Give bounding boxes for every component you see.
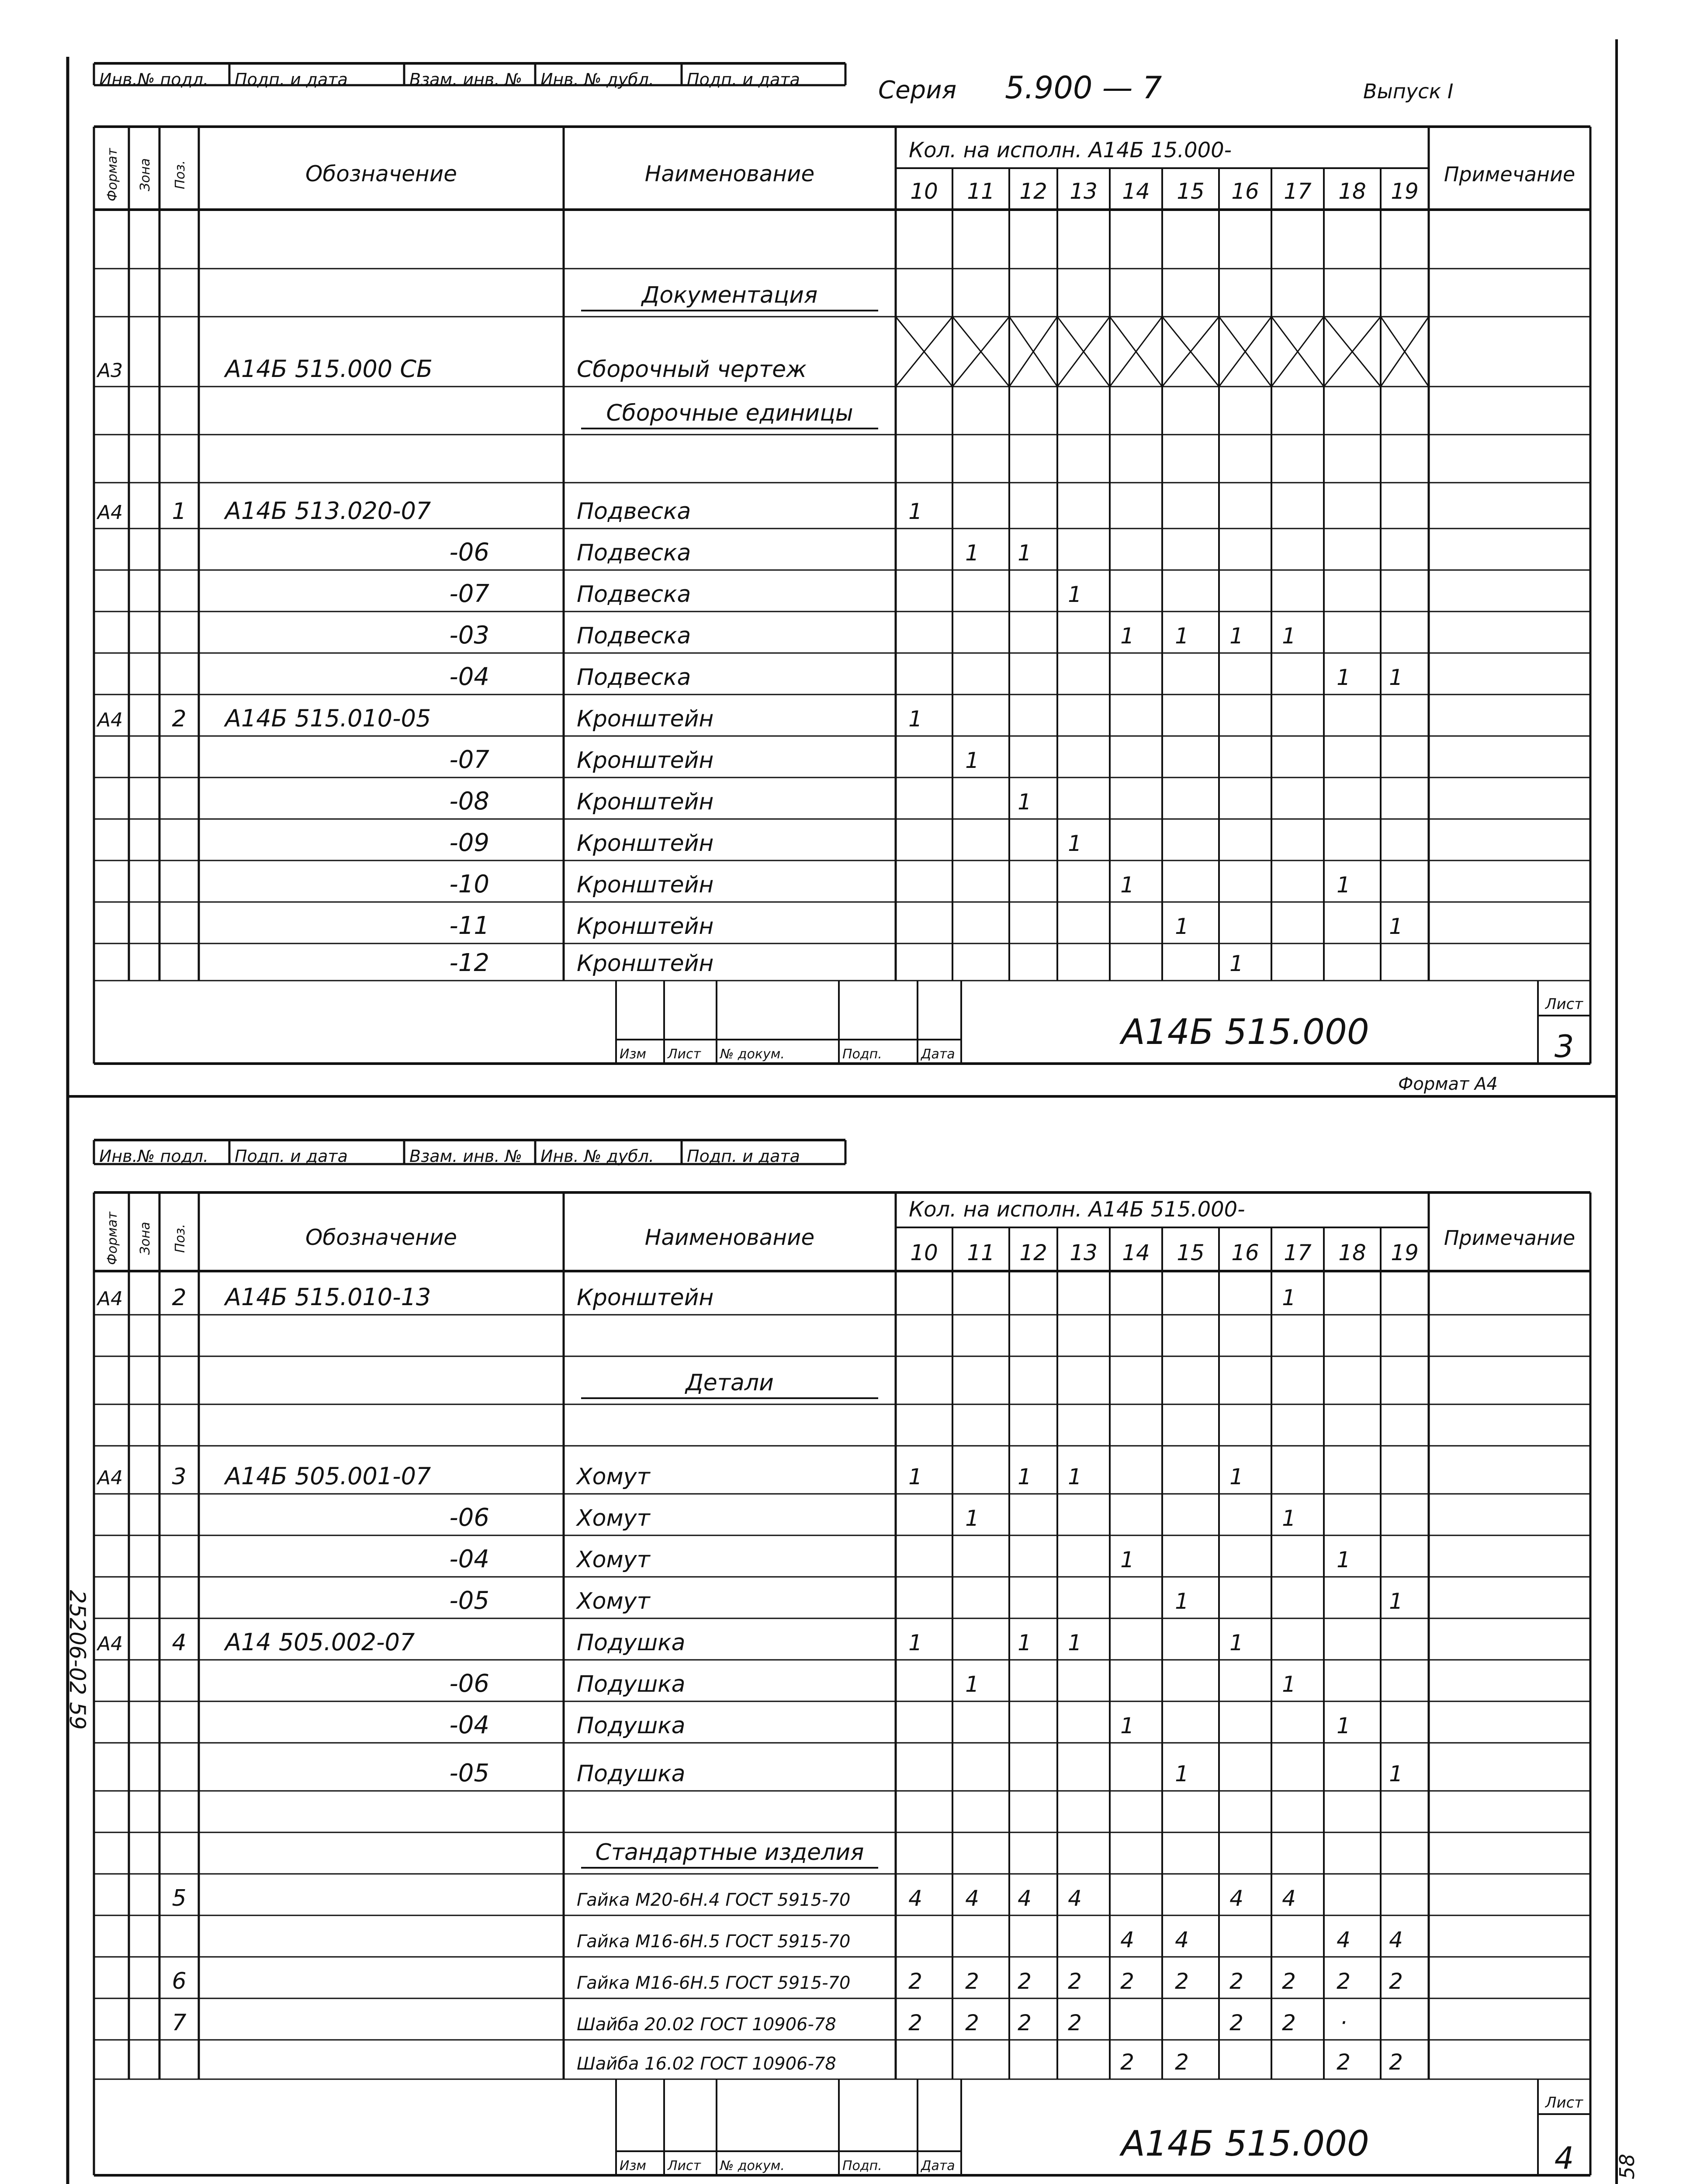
sheet2-section-title: Детали bbox=[686, 1370, 774, 1396]
sheet1-row-name: Кронштейн bbox=[577, 872, 714, 898]
sheet1-row-designation: -04 bbox=[449, 663, 489, 691]
sheet2-row-qty: 2 bbox=[1175, 2049, 1189, 2075]
sheet2-row-pos: 7 bbox=[172, 2010, 187, 2036]
sheet1-row-designation: -07 bbox=[449, 580, 489, 608]
sheet1-row-designation: -06 bbox=[449, 538, 489, 567]
sheet1-variant-17: 17 bbox=[1284, 179, 1312, 204]
sheet2-row-name: Кронштейн bbox=[577, 1285, 714, 1311]
sheet1-doc-code: А14Б 515.000 bbox=[1121, 1012, 1369, 1052]
sheet1-row-qty: 1 bbox=[1389, 665, 1403, 690]
margin-note: 25206-02 59 bbox=[65, 1590, 90, 1730]
sheet2-stamp-inv_podl: Инв.№ подл. bbox=[99, 1147, 209, 1166]
sheet2-variant-11: 11 bbox=[967, 1240, 995, 1265]
sheet1-row-format: А4 bbox=[97, 501, 123, 524]
sheet1-col-qty-header: Кол. на исполн. А14Б 15.000- bbox=[909, 138, 1232, 162]
sheet1-tb-label: Лист bbox=[668, 1047, 701, 1062]
sheet2-row-qty: 2 bbox=[1120, 1969, 1134, 1994]
sheet2-row-name: Подушка bbox=[577, 1761, 686, 1787]
sheet2-row-qty: 1 bbox=[1229, 1464, 1243, 1489]
sheet2-variant-14: 14 bbox=[1122, 1240, 1150, 1265]
sheet2-row-qty: 4 bbox=[1389, 1927, 1403, 1952]
sheet1-row-name: Подвеска bbox=[577, 581, 691, 608]
sheet2-col-notes: Примечание bbox=[1444, 1226, 1576, 1250]
sheet2-row-pos: 3 bbox=[172, 1464, 187, 1490]
sheet1-stamp-podp_data: Подп. и дата bbox=[235, 70, 348, 89]
sheet2-row-qty: 1 bbox=[1068, 1630, 1082, 1655]
sheet1-section-title: Документация bbox=[641, 282, 818, 308]
sheet2-row-name: Хомут bbox=[577, 1505, 650, 1531]
sheet1-row-qty: 1 bbox=[1337, 872, 1351, 898]
sheet2-row-qty: 1 bbox=[1389, 1761, 1403, 1787]
sheet1-col-pos: Поз. bbox=[173, 160, 188, 190]
sheet1-row-pos: 1 bbox=[172, 498, 187, 525]
sheet1-row-qty: 1 bbox=[1229, 951, 1243, 976]
sheet1-row-qty: 1 bbox=[908, 706, 922, 732]
sheet2-row-qty: 4 bbox=[908, 1886, 922, 1911]
sheet2-row-qty: 2 bbox=[1120, 2049, 1134, 2075]
sheet1-row-designation: -09 bbox=[449, 829, 489, 857]
sheet2-col-qty-header: Кол. на исполн. А14Б 515.000- bbox=[909, 1197, 1245, 1222]
sheet1-variant-10: 10 bbox=[910, 179, 938, 204]
sheet2-row-qty: 2 bbox=[1229, 1969, 1243, 1994]
sheet1-row-qty: 1 bbox=[1282, 623, 1296, 649]
sheet2-col-zone: Зона bbox=[138, 1222, 153, 1255]
sheet2-row-designation: А14 505.002-07 bbox=[225, 1628, 415, 1656]
sheet2-row-designation: -05 bbox=[449, 1759, 489, 1787]
sheet2-variant-13: 13 bbox=[1070, 1240, 1098, 1265]
sheet1-row-qty: 1 bbox=[1120, 872, 1134, 898]
sheet2-row-name: Подушка bbox=[577, 1671, 686, 1697]
sheet2-row-qty: 4 bbox=[1337, 1927, 1351, 1952]
sheet2-row-qty: 1 bbox=[1282, 1672, 1296, 1697]
sheet1-row-designation: -12 bbox=[449, 949, 489, 977]
sheet2-variant-19: 19 bbox=[1391, 1240, 1419, 1265]
sheet1-variant-19: 19 bbox=[1391, 179, 1419, 204]
sheet1-stamp-inv_dubl: Инв. № дубл. bbox=[540, 70, 654, 89]
sheet1-variant-15: 15 bbox=[1177, 179, 1205, 204]
sheet2-row-qty: 2 bbox=[965, 2010, 979, 2035]
sheet2-row-qty: 4 bbox=[1282, 1886, 1296, 1911]
sheet2-row-name: Шайба 16.02 ГОСТ 10906-78 bbox=[577, 2054, 836, 2074]
sheet2-row-qty: 1 bbox=[1337, 1713, 1351, 1738]
sheet2-row-name: Гайка М20-6Н.4 ГОСТ 5915-70 bbox=[577, 1890, 851, 1910]
sheet2-row-qty: 1 bbox=[1282, 1506, 1296, 1531]
sheet1-row-qty: 1 bbox=[908, 499, 922, 524]
sheet1-row-name: Кронштейн bbox=[577, 913, 714, 940]
sheet2-row-qty: 2 bbox=[1337, 2049, 1351, 2075]
sheet1-format-label: Формат А4 bbox=[1398, 1074, 1498, 1094]
sheet1-variant-11: 11 bbox=[967, 179, 995, 204]
sheet1-col-name: Наименование bbox=[644, 161, 815, 187]
sheet1-sheet-number: 3 bbox=[1554, 1029, 1574, 1064]
sheet2-row-designation: А14Б 505.001-07 bbox=[225, 1462, 431, 1490]
sheet2-variant-10: 10 bbox=[910, 1240, 938, 1265]
sheet1-row-name: Кронштейн bbox=[577, 789, 714, 815]
sheet2-row-name: Хомут bbox=[577, 1588, 650, 1614]
sheet2-row-qty: 1 bbox=[1337, 1547, 1351, 1572]
sheet2-row-qty: 4 bbox=[965, 1886, 979, 1911]
sheet2-row-name: Подушка bbox=[577, 1630, 686, 1656]
sheet2-row-format: А4 bbox=[97, 1467, 123, 1489]
sheet2-col-pos: Поз. bbox=[173, 1223, 188, 1253]
sheet2-tb-label: № докум. bbox=[720, 2158, 785, 2174]
sheet2-row-qty: 2 bbox=[965, 1969, 979, 1994]
sheet1-row-qty: 1 bbox=[1229, 623, 1243, 649]
sheet1-row-name: Сборочный чертеж bbox=[577, 356, 807, 383]
sheet1-stamp-podp_data2: Подп. и дата bbox=[687, 70, 800, 89]
sheet2-row-qty: 2 bbox=[1389, 1969, 1403, 1994]
series-number: 5.900 — 7 bbox=[1005, 70, 1162, 106]
sheet2-row-name: Гайка М16-6Н.5 ГОСТ 5915-70 bbox=[577, 1973, 851, 1993]
sheet1-row-designation: А14Б 515.010-05 bbox=[225, 705, 431, 732]
sheet2-row-qty: 2 bbox=[1337, 1969, 1351, 1994]
sheet2-row-qty: 2 bbox=[1068, 2010, 1082, 2035]
sheet2-row-qty: 2 bbox=[1282, 2010, 1296, 2035]
sheet2-row-designation: -06 bbox=[449, 1503, 489, 1532]
sheet2-row-qty: 1 bbox=[1229, 1630, 1243, 1655]
sheet1-stamp-inv_podl: Инв.№ подл. bbox=[99, 70, 209, 89]
sheet1-row-qty: 1 bbox=[1018, 540, 1032, 566]
sheet1-row-name: Подвеска bbox=[577, 623, 691, 649]
sheet2-row-designation: -05 bbox=[449, 1586, 489, 1615]
sheet2-row-designation: -04 bbox=[449, 1711, 489, 1739]
sheet1-variant-16: 16 bbox=[1231, 179, 1259, 204]
sheet2-row-qty: 1 bbox=[908, 1630, 922, 1655]
sheet2-row-qty: 2 bbox=[908, 1969, 922, 1994]
sheet2-section-title: Стандартные изделия bbox=[595, 1839, 864, 1866]
sheet2-variant-18: 18 bbox=[1338, 1240, 1366, 1265]
sheet1-row-name: Кронштейн bbox=[577, 950, 714, 977]
sheet1-row-format: А3 bbox=[97, 359, 123, 382]
sheet2-row-qty: 4 bbox=[1175, 1927, 1189, 1952]
sheet2-variant-15: 15 bbox=[1177, 1240, 1205, 1265]
sheet2-row-qty: 1 bbox=[1018, 1464, 1032, 1489]
sheet2-variant-16: 16 bbox=[1231, 1240, 1259, 1265]
sheet1-row-name: Подвеска bbox=[577, 540, 691, 566]
sheet2-tb-label: Дата bbox=[921, 2158, 955, 2174]
sheet1-sheet-label: Лист bbox=[1545, 995, 1583, 1013]
sheet2-row-pos: 6 bbox=[172, 1968, 187, 1994]
sheet2-row-qty: 2 bbox=[1175, 1969, 1189, 1994]
sheet2-row-qty: 1 bbox=[1389, 1589, 1403, 1614]
sheet2-row-qty: 1 bbox=[1018, 1630, 1032, 1655]
sheet1-row-qty: 1 bbox=[965, 748, 979, 773]
sheet2-row-designation: А14Б 515.010-13 bbox=[225, 1283, 431, 1311]
sheet1-row-name: Подвеска bbox=[577, 498, 691, 525]
sheet2-row-qty: 1 bbox=[1282, 1285, 1296, 1310]
sheet2-row-qty: 2 bbox=[908, 2010, 922, 2035]
sheet1-tb-label: № докум. bbox=[720, 1047, 785, 1062]
sheet2-row-qty: 1 bbox=[1120, 1713, 1134, 1738]
sheet2-row-qty: 4 bbox=[1229, 1886, 1243, 1911]
sheet1-col-zone: Зона bbox=[138, 158, 153, 191]
sheet2-sheet-number: 4 bbox=[1554, 2140, 1574, 2176]
sheet2-tb-label: Изм bbox=[620, 2158, 647, 2174]
sheet2-row-qty: 1 bbox=[1175, 1761, 1189, 1787]
sheet1-row-qty: 1 bbox=[1120, 623, 1134, 649]
sheet1-row-qty: 1 bbox=[965, 540, 979, 566]
sheet1-row-designation: А14Б 515.000 СБ bbox=[225, 355, 433, 383]
sheet2-row-qty: 2 bbox=[1282, 1969, 1296, 1994]
sheet1-row-qty: 1 bbox=[1068, 831, 1082, 856]
sheet2-stamp-inv_dubl: Инв. № дубл. bbox=[540, 1147, 654, 1166]
sheet2-row-qty: 2 bbox=[1018, 2010, 1032, 2035]
sheet2-row-qty: 2 bbox=[1389, 2049, 1403, 2075]
sheet2-stamp-vzam_inv: Взам. инв. № bbox=[409, 1147, 523, 1166]
sheet2-col-name: Наименование bbox=[644, 1225, 815, 1250]
sheet2-row-qty: · bbox=[1340, 2010, 1347, 2035]
sheet1-row-name: Подвеска bbox=[577, 664, 691, 691]
sheet2-tb-label: Лист bbox=[668, 2158, 701, 2174]
sheet1-tb-label: Подп. bbox=[842, 1047, 882, 1062]
sheet2-col-format: Формат bbox=[105, 1212, 120, 1265]
sheet2-variant-17: 17 bbox=[1284, 1240, 1312, 1265]
sheet1-stamp-vzam_inv: Взам. инв. № bbox=[409, 70, 523, 89]
sheet2-sheet-label: Лист bbox=[1545, 2094, 1583, 2111]
series-label: Серия bbox=[878, 76, 957, 104]
sheet2-row-name: Хомут bbox=[577, 1464, 650, 1490]
sheet1-row-qty: 1 bbox=[1175, 623, 1189, 649]
sheet2-row-name: Подушка bbox=[577, 1713, 686, 1739]
sheet1-col-designation: Обозначение bbox=[305, 161, 457, 187]
sheet1-col-format: Формат bbox=[105, 148, 120, 201]
sheet1-col-notes: Примечание bbox=[1444, 162, 1576, 186]
sheet1-variant-13: 13 bbox=[1070, 179, 1098, 204]
issue-label: Выпуск I bbox=[1363, 79, 1454, 103]
sheet2-row-name: Шайба 20.02 ГОСТ 10906-78 bbox=[577, 2015, 836, 2035]
sheet1-row-name: Кронштейн bbox=[577, 706, 714, 732]
sheet2-row-pos: 2 bbox=[172, 1285, 187, 1311]
sheet2-row-format: А4 bbox=[97, 1288, 123, 1310]
sheet1-section-title: Сборочные единицы bbox=[606, 400, 853, 426]
sheet1-variant-14: 14 bbox=[1122, 179, 1150, 204]
sheet2-row-qty: 1 bbox=[1120, 1547, 1134, 1572]
corner-number: 58 bbox=[1615, 2153, 1639, 2180]
sheet2-row-qty: 2 bbox=[1068, 1969, 1082, 1994]
sheet2-row-qty: 1 bbox=[965, 1672, 979, 1697]
sheet2-row-qty: 4 bbox=[1068, 1886, 1082, 1911]
sheet2-row-pos: 4 bbox=[172, 1630, 187, 1656]
sheet1-row-designation: -08 bbox=[449, 787, 489, 816]
sheet1-tb-label: Изм bbox=[620, 1047, 647, 1062]
sheet1-row-qty: 1 bbox=[1337, 665, 1351, 690]
sheet2-row-qty: 1 bbox=[1068, 1464, 1082, 1489]
sheet2-row-qty: 2 bbox=[1229, 2010, 1243, 2035]
sheet2-stamp-podp_data2: Подп. и дата bbox=[687, 1147, 800, 1166]
sheet2-row-designation: -06 bbox=[449, 1669, 489, 1698]
sheet1-row-qty: 1 bbox=[1068, 582, 1082, 607]
sheet1-row-pos: 2 bbox=[172, 706, 187, 732]
sheet2-col-designation: Обозначение bbox=[305, 1225, 457, 1250]
sheet1-row-qty: 1 bbox=[1175, 914, 1189, 939]
sheet1-row-designation: -10 bbox=[449, 870, 489, 898]
sheet1-row-designation: А14Б 513.020-07 bbox=[225, 497, 431, 525]
sheet1-tb-label: Дата bbox=[921, 1047, 955, 1062]
sheet2-row-designation: -04 bbox=[449, 1545, 489, 1573]
sheet2-doc-code: А14Б 515.000 bbox=[1121, 2123, 1369, 2164]
sheet2-stamp-podp_data: Подп. и дата bbox=[235, 1147, 348, 1166]
sheet1-row-name: Кронштейн bbox=[577, 747, 714, 774]
sheet1-row-designation: -07 bbox=[449, 746, 489, 774]
sheet2-row-qty: 2 bbox=[1018, 1969, 1032, 1994]
sheet1-row-designation: -11 bbox=[449, 912, 489, 940]
sheet2-row-qty: 4 bbox=[1018, 1886, 1032, 1911]
sheet2-row-name: Гайка М16-6Н.5 ГОСТ 5915-70 bbox=[577, 1932, 851, 1952]
sheet2-row-qty: 1 bbox=[908, 1464, 922, 1489]
sheet2-row-name: Хомут bbox=[577, 1547, 650, 1573]
sheet1-row-designation: -03 bbox=[449, 621, 489, 650]
sheet2-row-pos: 5 bbox=[172, 1885, 187, 1911]
sheet2-row-qty: 1 bbox=[1175, 1589, 1189, 1614]
sheet2-row-format: А4 bbox=[97, 1633, 123, 1655]
sheet1-variant-12: 12 bbox=[1019, 179, 1047, 204]
sheet2-variant-12: 12 bbox=[1019, 1240, 1047, 1265]
sheet2-tb-label: Подп. bbox=[842, 2158, 882, 2174]
sheet2-row-qty: 4 bbox=[1120, 1927, 1134, 1952]
sheet1-row-qty: 1 bbox=[1389, 914, 1403, 939]
sheet1-row-format: А4 bbox=[97, 709, 123, 731]
sheet1-row-qty: 1 bbox=[1018, 789, 1032, 815]
sheet1-row-name: Кронштейн bbox=[577, 830, 714, 857]
sheet1-variant-18: 18 bbox=[1338, 179, 1366, 204]
sheet2-row-qty: 1 bbox=[965, 1506, 979, 1531]
